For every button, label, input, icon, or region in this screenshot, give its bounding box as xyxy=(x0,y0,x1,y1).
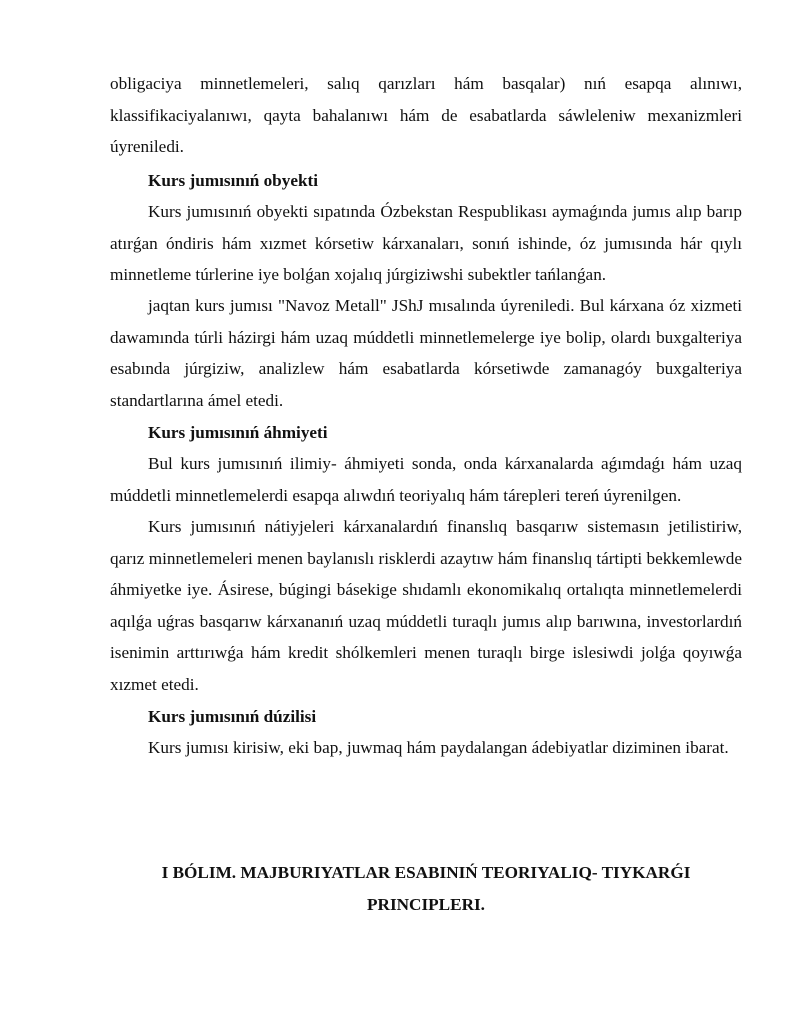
importance-paragraph: Bul kurs jumısınıń ilimiy- áhmiyeti sonda, onda kárxanalarda aǵımdaǵı hám uzaq múddetli minnetlemelerdi esapqa alıwdıń teoriyalıq hám tárepleri tereń úyrenilgen. xyxy=(110,454,742,505)
results-paragraph: Kurs jumısınıń nátiyjeleri kárxanalardıń finanslıq basqarıw sistemasın jetilistiriw, qarız minnetlemeleri menen baylanıslı risklerdi azaytıw hám finanslıq tártipti bekkemlewde áhmiyetke iye. Ásirese, búgingi básekige shıdamlı ekonomikalıq ortalıqta minnetlemelerdi aqılǵa uǵras basqarıw kárxananıń uzaq múddetli turaqlı jumıs alıp barıwına, investorlardıń isenimin arttırıwǵa hám kredit shólkemleri menen turaqlı birge islesiwdi jolǵa qoyıwǵa xızmet etedi. xyxy=(110,517,742,694)
object-paragraph: Kurs jumısınıń obyekti sıpatında Ózbekstan Respublikası aymaǵında jumıs alıp barıp atırǵan óndiris hám xızmet kórsetiw kárxanaları, sonıń ishinde, óz jumısında hár qıylı minnetleme túrlerine iye bolǵan xojalıq júrgiziwshi subektler tańlanǵan. xyxy=(110,202,742,285)
section-heading-importance: Kurs jumısınıń áhmiyeti xyxy=(148,423,328,442)
section-heading-object: Kurs jumısınıń obyekti xyxy=(148,171,319,190)
case-study-paragraph: jaqtan kurs jumısı "Navoz Metall" JShJ mısalında úyreniledi. Bul kárxana óz xizmeti dawamında túrli házirgi hám uzaq múddetli minnetlemelerge iye bolip, olardı buxgalteriya esabında júrgiziw, analizlew hám esabatlarda kórsetiwde zamanagóy buxgalteriya standartlarına ámel etedi. xyxy=(110,296,742,410)
structure-paragraph: Kurs jumısı kirisiw, eki bap, juwmaq hám paydalangan ádebiyatlar diziminen ibarat. xyxy=(148,738,729,757)
intro-paragraph: obligaciya minnetlemeleri, salıq qarızları hám basqalar) nıń esapqa alınıwı, klassifikaciyalanıwı, qayta bahalanıwı hám de esabatlarda sáwleleniw mexanizmleri úyreniledi. xyxy=(110,74,742,157)
chapter-title: I BÓLIM. MAJBURIYATLAR ESABINIŃ TEORIYALIQ- TIYKARǴI PRINCIPLERI. xyxy=(161,863,691,914)
section-heading-structure: Kurs jumısınıń dúzilisi xyxy=(148,707,317,726)
